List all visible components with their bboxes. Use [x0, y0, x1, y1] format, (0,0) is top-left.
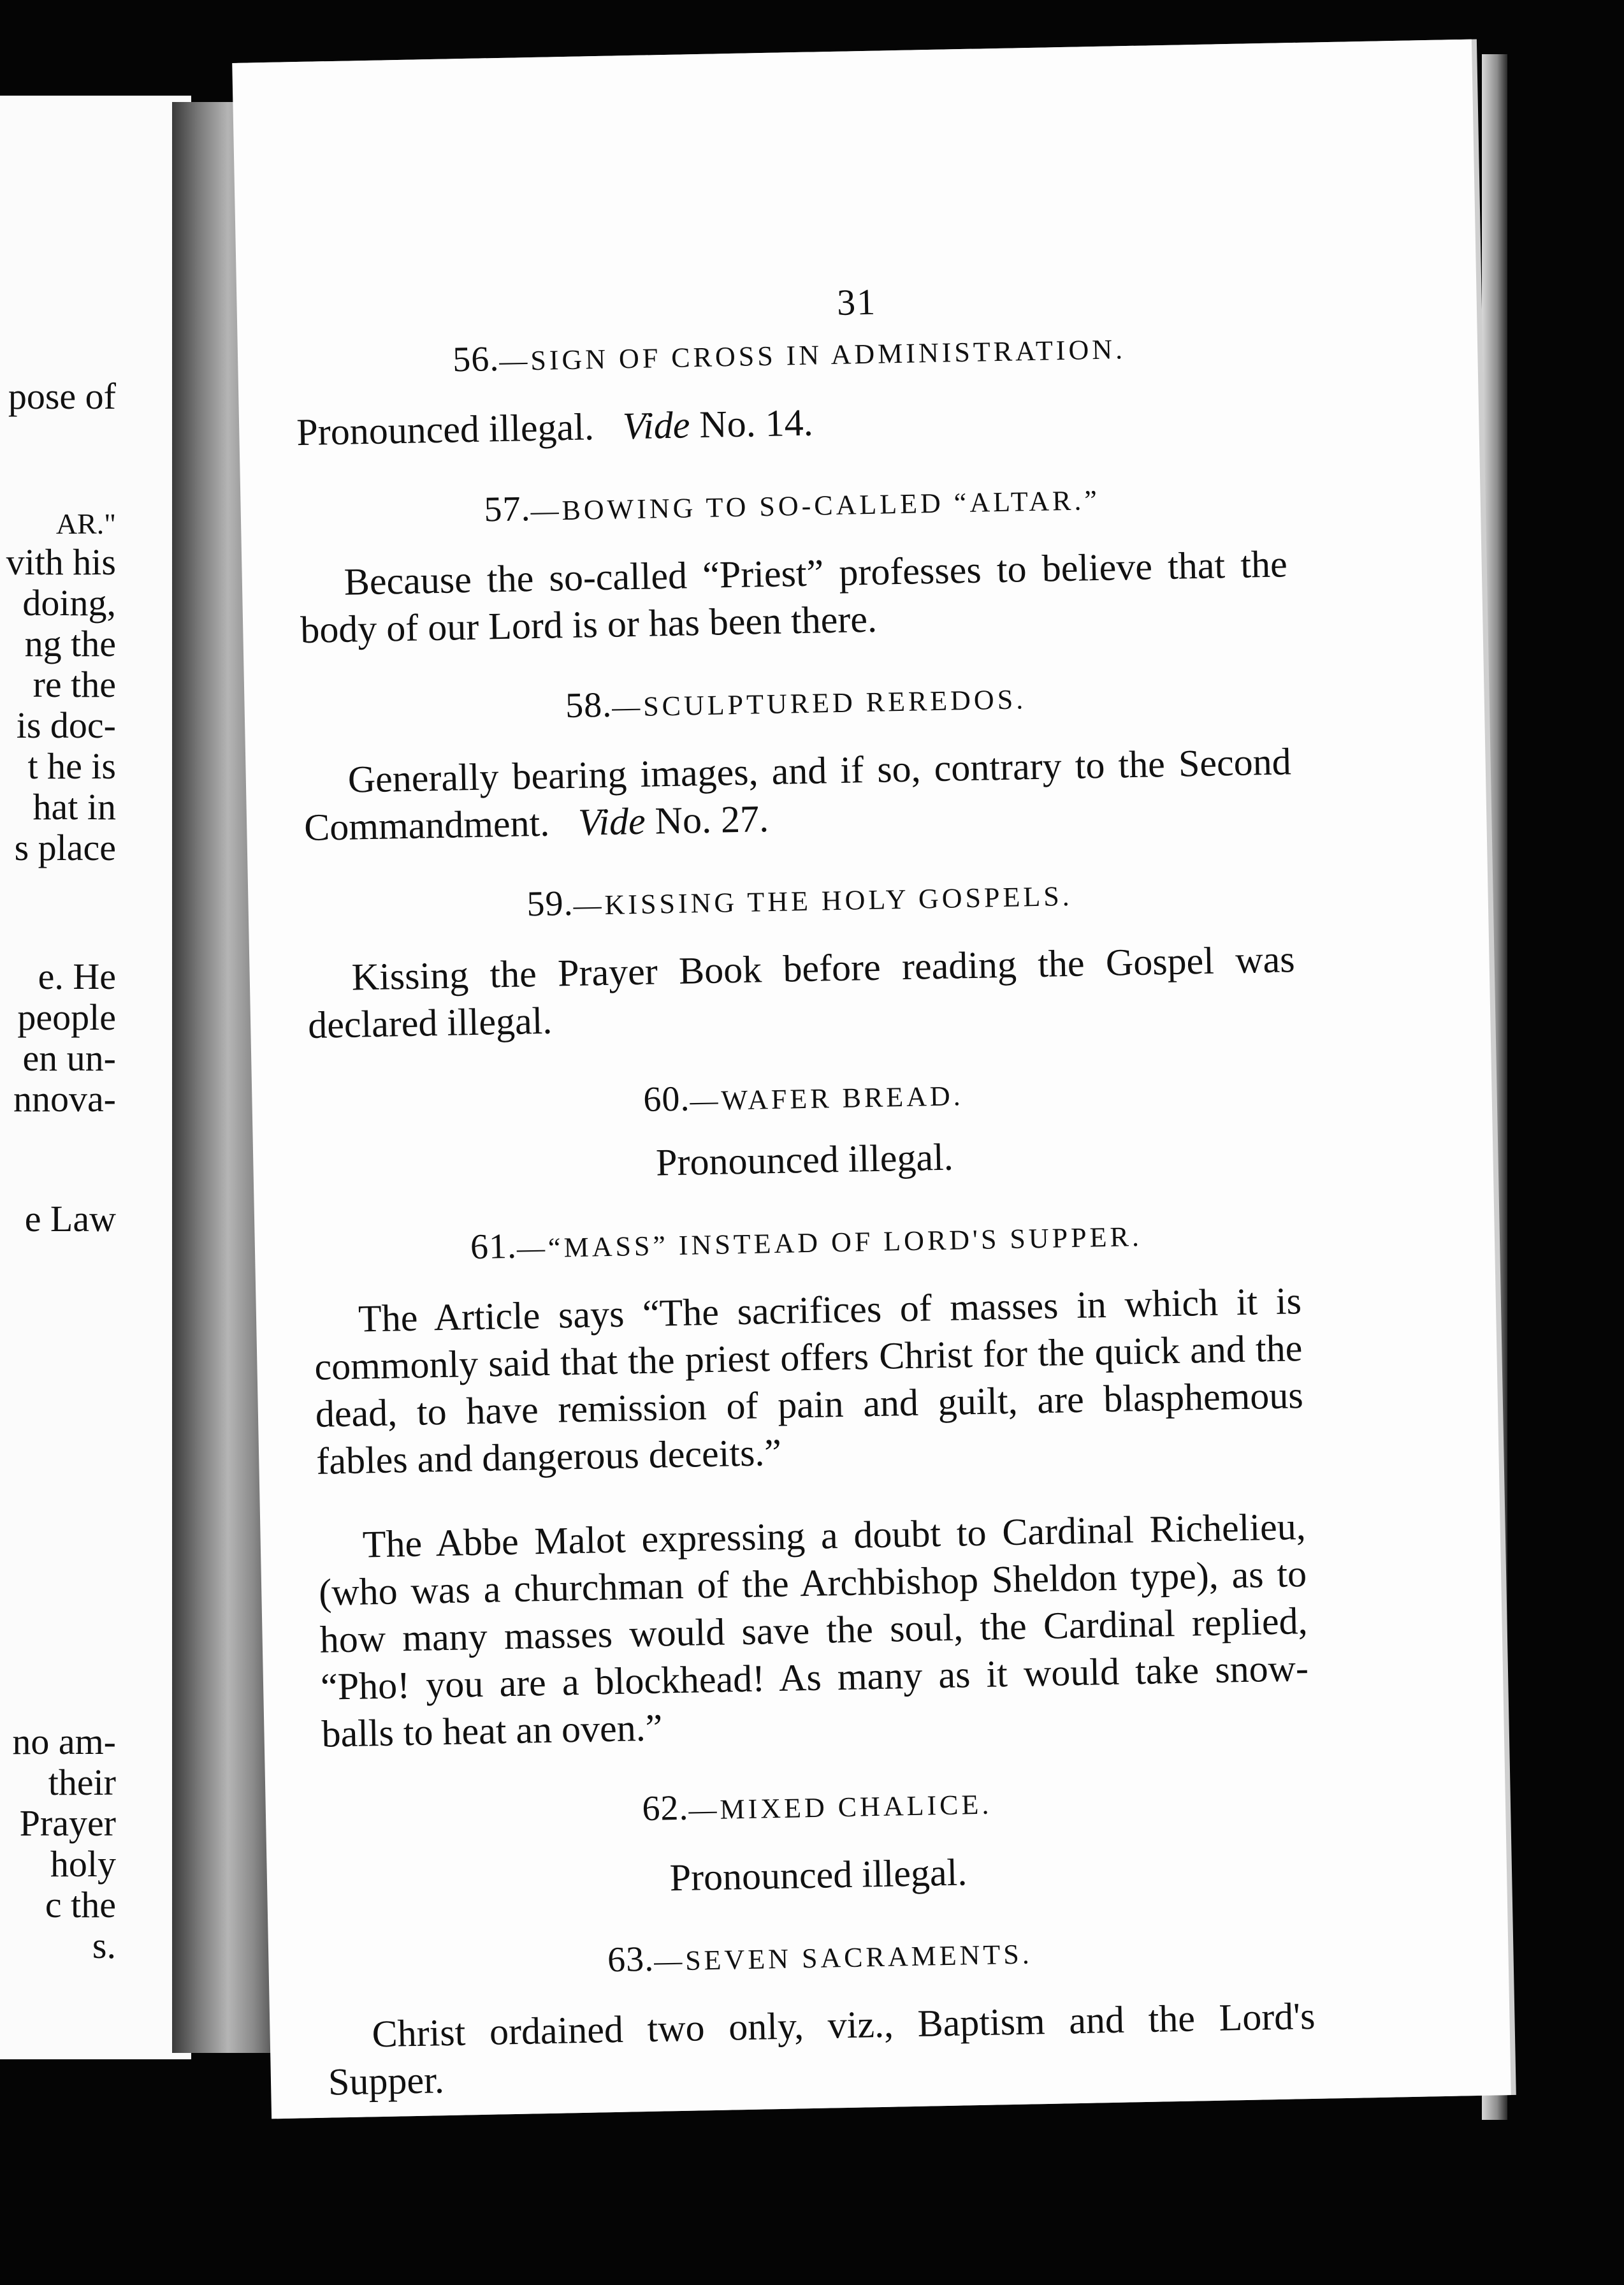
- entry-59: [305, 869, 1296, 1049]
- page-content: [295, 323, 1317, 2142]
- entry-number: 61.: [470, 1226, 518, 1267]
- entry-title: —BOWING TO SO-CALLED “ALTAR.”: [530, 484, 1101, 527]
- entry-heading: [305, 869, 1294, 929]
- left-line: nnova-: [13, 1078, 116, 1120]
- left-line: people: [17, 996, 116, 1038]
- left-facing-page: [0, 96, 191, 2059]
- entry-paragraph: Kissing the Prayer Book before reading the Gospel was declared illegal.: [307, 938, 1296, 1046]
- entry-title: —SCULPTURED REREDOS.: [611, 683, 1027, 723]
- entry-paragraph: Pronounced illegal.: [669, 1851, 968, 1899]
- left-line: vith his: [6, 541, 116, 583]
- entry-number: 60.: [642, 1079, 691, 1120]
- left-line: en un-: [22, 1037, 116, 1079]
- left-line: e Law: [24, 1198, 116, 1239]
- entry-heading: [295, 323, 1284, 383]
- entry-paragraph: Because the so-called “Priest” professes to believe that the body of our Lord is or has been there.: [300, 543, 1288, 652]
- left-line: Prayer: [19, 1802, 116, 1844]
- vide-number: No. 14.: [699, 401, 814, 446]
- entry-body: [296, 390, 1285, 456]
- left-line: no am-: [12, 1721, 116, 1762]
- left-line: doing,: [22, 582, 116, 624]
- entry-title: —WAFER BREAD.: [690, 1080, 964, 1117]
- entry-paragraph: Pronounced illegal.: [655, 1135, 954, 1184]
- left-line: hat in: [33, 786, 116, 828]
- vide-number: No. 27.: [654, 798, 769, 842]
- left-line: s.: [92, 1925, 116, 1966]
- entry-title: —KISSING THE HOLY GOSPELS.: [573, 880, 1073, 921]
- entry-61: [312, 1211, 1310, 1758]
- entry-heading: [323, 1776, 1311, 1836]
- entry-heading: [326, 1926, 1314, 1986]
- entry-number: 62.: [641, 1788, 690, 1829]
- entry-paragraph: The Article says “The sacrifices of masses in which it is commonly said that the priest offers Christ for the quick and the dead, to have remission of pain and guilt, are blasphemous fables and dangerous deceits.”: [314, 1280, 1304, 1482]
- left-line: ng the: [24, 623, 116, 664]
- left-line: re the: [33, 664, 116, 705]
- entry-heading: [309, 1067, 1298, 1127]
- left-line: their: [48, 1762, 116, 1803]
- entry-paragraph: Generally bearing images, and if so, contrary to the Second Commandment.: [303, 740, 1292, 849]
- book-page: [232, 40, 1511, 2119]
- entry-57: [298, 474, 1289, 653]
- left-line: t he is: [27, 745, 116, 787]
- entry-56: [295, 323, 1285, 456]
- entry-60: [309, 1067, 1299, 1193]
- left-line: c the: [45, 1884, 116, 1925]
- entry-body: [303, 738, 1293, 851]
- entry-number: 58.: [565, 685, 613, 726]
- entry-heading: [301, 671, 1290, 731]
- entry-paragraph: Pronounced illegal.: [296, 405, 595, 454]
- vide-reference: Vide: [577, 799, 646, 843]
- left-line: AR.": [55, 507, 116, 540]
- entry-title: —“MASS” INSTEAD OF LORD'S SUPPER.: [516, 1220, 1143, 1264]
- entry-62: [323, 1776, 1312, 1908]
- entry-58: [301, 671, 1293, 851]
- entry-title: —MIXED CHALICE.: [688, 1788, 992, 1826]
- left-line: pose of: [8, 376, 116, 417]
- left-line: is doc-: [16, 704, 116, 746]
- left-line: holy: [50, 1843, 116, 1885]
- vide-reference: Vide: [622, 404, 690, 448]
- entry-heading: [298, 474, 1286, 534]
- entry-title: —SIGN OF CROSS IN ADMINISTRATION.: [498, 333, 1126, 377]
- entry-number: 59.: [526, 883, 574, 924]
- page-number: 31: [836, 281, 877, 323]
- entry-number: 57.: [483, 489, 532, 530]
- entry-paragraph: The Abbe Malot expressing a doubt to Cardinal Richelieu, (who was a churchman of the Archbishop Sheldon type), as to how many masses would save the soul, the Cardinal replied, “Pho! you are a blockhead! As many as it would take snow-balls to heat an oven.”: [318, 1505, 1309, 1755]
- left-line: s place: [14, 827, 116, 868]
- entry-number: 63.: [607, 1939, 655, 1980]
- entry-title: —SEVEN SACRAMENTS.: [653, 1938, 1033, 1977]
- entry-63: [326, 1926, 1317, 2106]
- entry-heading: [312, 1211, 1300, 1271]
- left-line: e. He: [38, 956, 116, 997]
- entry-number: 56.: [452, 339, 500, 380]
- entry-paragraph: Christ ordained two only, viz., Baptism and the Lord's Supper.: [328, 1994, 1316, 2103]
